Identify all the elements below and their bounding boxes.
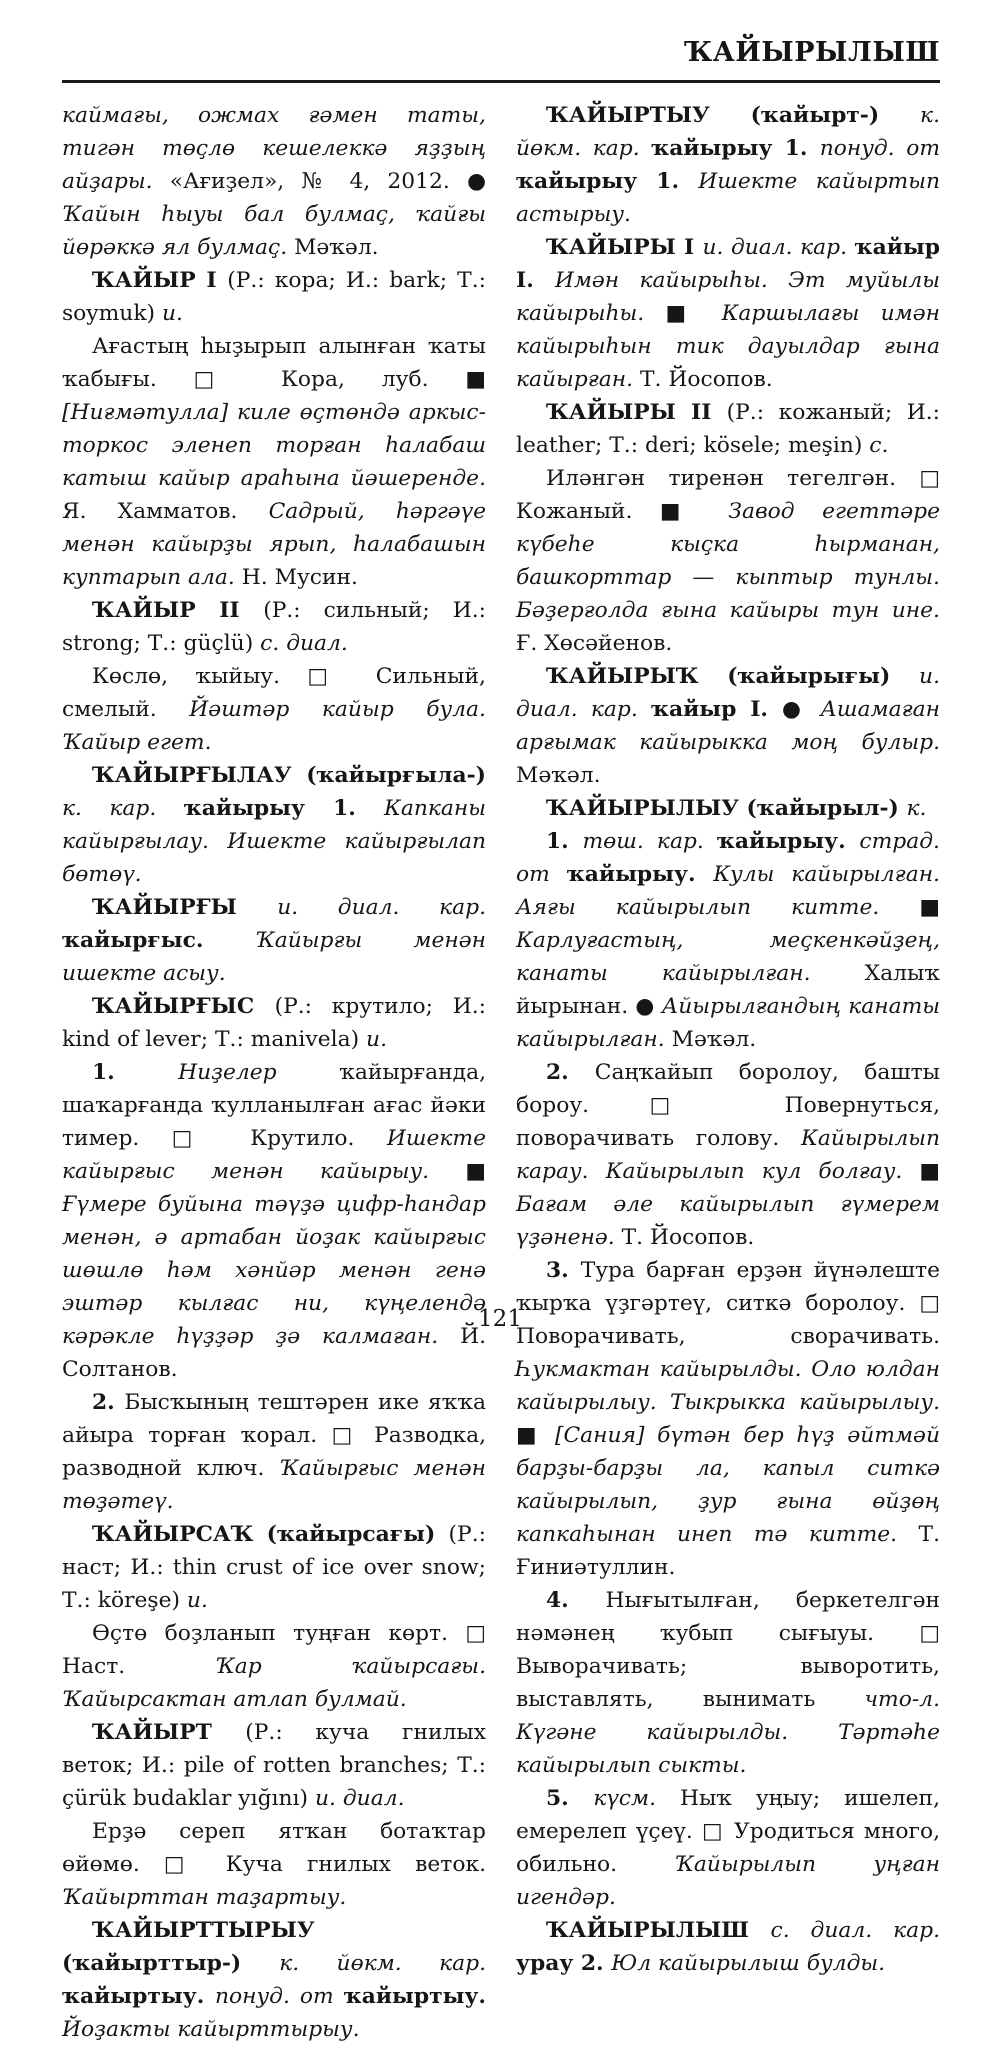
text-run: Имән кайырыһы. Эт муйылы кайырыһы. — [516, 267, 940, 326]
text-run: Мәҡәл. — [671, 1026, 757, 1052]
text-run: Завод егеттәре күбеһе кыҫка һырманан, башкорттар — кыптыр тунлы. Бәҙерғолда ғына кайыры тун ине. — [516, 498, 940, 623]
text-run: күсм. — [593, 1785, 680, 1811]
text-run: и. диал. кар. — [516, 663, 940, 722]
dictionary-paragraph — [62, 891, 486, 990]
dictionary-paragraph — [62, 1056, 486, 1386]
dictionary-paragraph — [62, 1617, 486, 1716]
text-run: Мәҡәл. — [516, 762, 601, 788]
text-run: и. — [186, 1587, 208, 1613]
dictionary-paragraph — [62, 1716, 486, 1815]
text-run: Иләнгән тиренән тегелгән. □ Кожаный. ■ — [516, 465, 940, 524]
text-run: ҠАЙЫРТЫУ (ҡайырт-) — [546, 102, 921, 128]
text-run: Һукмактан кайырылды. Оло юлдан кайырылыу. Тыкрыкка кайырылыу. — [516, 1356, 940, 1415]
page-header — [62, 38, 940, 83]
dictionary-paragraph — [62, 990, 486, 1056]
text-run: Өҫтө боҙланып туңған көрт. □ Наст. — [62, 1620, 486, 1679]
dictionary-paragraph — [62, 759, 486, 891]
text-run: Ҡайын һыуы бал булмаҫ, ҡайғы йөрәккә ял булмаҫ. — [62, 201, 486, 260]
text-run: Бағам әле кайырылып ғүмерем үҙәненә. — [516, 1191, 940, 1250]
text-run: (Р.: куча гнилых веток; И.: pile of rotten branches; Т.: çürük budaklar yığını) — [62, 1719, 486, 1811]
text-run: к. — [906, 795, 927, 821]
dictionary-paragraph — [62, 330, 486, 594]
text-run: Т. Йосопов. — [639, 366, 773, 392]
text-run: Ғүмере буйына тәүҙә цифр-һандар менән, ә артабан йоҙак кайырғыс шөшлө һәм хәнйәр менән генә эштәр кылғас ни, күңелендә кәрәкле һүҙҙәр ҙә калмаған. — [62, 1191, 486, 1349]
dictionary-paragraph — [62, 1815, 486, 1914]
text-run: 1. — [546, 828, 583, 854]
text-run: Ғ. Хөсәйенов. — [516, 630, 673, 656]
text-run: ҠАЙЫРТТЫРЫУ (ҡайырттыр-) — [62, 1917, 315, 1976]
text-run: Садрый, һәргәүе менән кайырҙы ярып, һалабашын куптарып ала. — [62, 498, 486, 590]
text-run: Юл кайырылыш булды. — [611, 1950, 886, 1976]
text-run: Бысҡының тештәрен ике яҡҡа айыра торған ҡорал. □ Разводка, разводной ключ. — [62, 1389, 486, 1481]
text-run: Н. Мусин. — [241, 564, 358, 590]
text-run: и. диал. кар. — [702, 234, 855, 260]
text-run: төш. кар. — [582, 828, 717, 854]
text-run: ● — [781, 696, 821, 722]
text-run: ҠАЙЫРЫ II — [546, 399, 727, 425]
text-run: ҠАЙЫРЫЛЫШ — [546, 1917, 771, 1943]
text-run: (Р.: крутило; И.: kind of lever; Т.: manivela) — [62, 993, 486, 1052]
text-run: ҡайырыу 1. — [651, 135, 820, 161]
text-run: Ҡайырттан таҙартыу. — [62, 1884, 347, 1910]
text-run: Т. Йосопов. — [621, 1224, 755, 1250]
text-run: (Р.: сильный; И.: strong; Т.: güçlü) — [62, 597, 486, 656]
text-run: Ҡар ҡайырсағы. Ҡайырсактан атлап булмай. — [62, 1653, 486, 1712]
dictionary-paragraph — [516, 396, 940, 462]
text-columns — [62, 99, 940, 2046]
dictionary-paragraph — [516, 1584, 940, 1782]
text-run: каймағы, ожмах ғәмен таты, тигән төҫлө кешелеккә яҙҙың айҙары. — [62, 102, 486, 194]
text-run: Ерҙә сереп ятҡан ботаҡтар өйөмө. □ Куча гнилых веток. — [62, 1818, 486, 1877]
text-run: ҠАЙЫРЫЛЫУ (ҡайырыл-) — [546, 795, 907, 821]
text-run: 1. — [92, 1059, 179, 1085]
text-run: с. диал. кар. — [770, 1917, 940, 1943]
text-run: и. диал. кар. — [277, 894, 487, 920]
text-run: ҡайыртыу. — [343, 1983, 486, 2009]
text-run: ҡайырғанда, шаҡарғанда ҡулланылған ағас йәки тимер. □ Крутило. — [62, 1059, 487, 1151]
text-run: ■ — [665, 300, 722, 326]
text-run: ҠАЙЫРҒЫЛАУ (ҡайырғыла-) — [92, 762, 486, 788]
dictionary-paragraph — [516, 1254, 940, 1584]
text-run: Ашамаған арғымак кайырыкка моң булыр. — [516, 696, 940, 755]
text-run: Ҡайырғы менән ишекте асыу. — [62, 927, 486, 986]
dictionary-paragraph — [62, 1518, 486, 1617]
text-run: ҠАЙЫР II — [92, 597, 264, 623]
dictionary-paragraph — [62, 660, 486, 759]
text-run: урау 2. — [516, 1950, 612, 1976]
dictionary-paragraph — [62, 264, 486, 330]
text-run: ҠАЙЫРҒЫ — [92, 894, 278, 920]
dictionary-paragraph — [516, 1056, 940, 1254]
text-run: ҠАЙЫРЫҠ (ҡайырығы) — [546, 663, 920, 689]
text-run: с. диал. — [260, 630, 348, 656]
text-run: и. — [161, 300, 183, 326]
text-run: ҡайыр I. — [516, 234, 941, 293]
text-run: и. — [366, 1026, 387, 1052]
text-run: Нығытылған, беркетелгән нәмәнең ҡубып сығыуы. □ Выворачивать; выворотить, выставлять, вынимать — [516, 1587, 940, 1712]
header-rule — [62, 80, 940, 83]
text-run: 5. — [546, 1785, 594, 1811]
text-run: ■ — [919, 894, 940, 920]
dictionary-paragraph — [516, 825, 940, 1056]
text-run: 4. — [546, 1587, 606, 1613]
dictionary-paragraph — [516, 660, 940, 792]
text-run: «Ағиҙел», № 4, 2012. ● — [169, 168, 487, 194]
text-run: с. — [869, 432, 889, 458]
text-run: Кайырылып карау. Кайырылып кул болғау. — [516, 1125, 940, 1184]
dictionary-paragraph — [516, 1914, 940, 1980]
text-run: понуд. от — [819, 135, 940, 161]
text-run: ҡайырыу 1. — [516, 168, 699, 194]
text-run: ҠАЙЫР I — [92, 267, 228, 293]
text-run: Ныҡ уңыу; ишелеп, емерелеп үҫеү. □ Уродиться много, обильно. — [516, 1785, 940, 1877]
running-head: ҠАЙЫРЫЛЫШ — [684, 37, 940, 68]
dictionary-paragraph — [516, 99, 940, 231]
text-run: к. йөкм. кар. — [279, 1950, 486, 1976]
text-run: и. диал. — [314, 1785, 405, 1811]
text-run: Ағастың һыҙырып алынған ҡаты ҡабығы. □ Кора, луб. ■ — [62, 333, 486, 392]
text-run: ҡайырыу 1. — [183, 795, 384, 821]
text-run: Тура барған ерҙән йүнәлеште ҡырҡа үҙгәртеү, ситкә боролоу. □ Поворачивать, сворачивать. — [516, 1257, 940, 1349]
text-run: Кулы кайырылған. Аяғы кайырылып китте. — [516, 861, 940, 920]
right-column — [516, 99, 940, 2046]
text-run: Ҡайырғыс менән төҙәтеү. — [62, 1455, 486, 1514]
text-run: (Р.: кора; И.: bark; Т.: soymuk) — [62, 267, 486, 326]
dictionary-paragraph — [516, 231, 940, 396]
text-run: Айырылғандың канаты кайырылған. — [516, 993, 940, 1052]
text-run: ҠАЙЫРЫ I — [546, 234, 703, 260]
text-run: Саңҡайып боролоу, башты бороу. □ Повернуться, поворачивать голову. — [516, 1059, 940, 1151]
dictionary-paragraph — [62, 594, 486, 660]
text-run: Мәҡәл. — [294, 234, 379, 260]
text-run: Ниҙелер — [178, 1059, 340, 1085]
text-run: Халыҡ йырынан. ● — [516, 960, 940, 1019]
dictionary-paragraph — [516, 462, 940, 660]
text-run: (Р.: наст; И.: thin crust of ice over snow; Т.: köreşe) — [62, 1521, 486, 1613]
text-run: Карлуғастың, меҫкенкәйҙең, канаты кайырылған. — [516, 927, 940, 986]
dictionary-paragraph — [62, 1914, 486, 2046]
text-run: ҡайыртыу. — [62, 1983, 215, 2009]
text-run: Т. Ғиниәтуллин. — [516, 1521, 940, 1580]
text-run: ҠАЙЫРҒЫС — [92, 993, 275, 1019]
dictionary-paragraph — [62, 99, 486, 264]
text-run: что-л. Күгәне кайырылды. Тәртәһе кайырылып сыкты. — [516, 1686, 940, 1778]
text-run: Капканы кайырғылау. Ишекте кайырғылап бөтөү. — [62, 795, 486, 887]
text-run: Й. Солтанов. — [62, 1323, 486, 1382]
dictionary-paragraph — [62, 1386, 486, 1518]
text-run: понуд. от — [214, 1983, 344, 2009]
text-run: ■ — [919, 1158, 940, 1184]
text-run: 3. — [546, 1257, 581, 1283]
text-run: Йоҙакты кайырттырыу. — [62, 2016, 360, 2042]
text-run: Көслө, ҡыйыу. □ Сильный, смелый. — [62, 663, 486, 722]
text-run: Ҡайырылып уңған игендәр. — [516, 1851, 941, 1910]
text-run: Ишекте кайырғыс менән кайырыу. — [62, 1125, 486, 1184]
text-run: к. йөкм. кар. — [516, 102, 940, 161]
text-run: ҡайырыу. — [566, 861, 714, 887]
text-run: ҠАЙЫРТ — [92, 1719, 246, 1745]
text-run: Ишекте кайыртып астырыу. — [516, 168, 940, 227]
page-number: 121 — [478, 1306, 522, 1332]
text-run: Я. Хамматов. — [62, 498, 269, 524]
text-run: Йәштәр кайыр була. Ҡайыр егет. — [62, 696, 486, 755]
text-run: ҡайырғыс. — [62, 927, 256, 953]
text-run: 2. — [546, 1059, 595, 1085]
text-run: страд. от — [516, 828, 940, 887]
dictionary-paragraph — [516, 1782, 940, 1914]
text-run: ҡайырыу. — [716, 828, 860, 854]
left-column — [62, 99, 486, 2046]
text-run: [Сания] бүтән бер һүҙ әйтмәй барҙы-барҙы ла, капыл ситкә кайырылып, ҙур ғына өйҙөң капкаһынан инеп тә китте. — [516, 1422, 940, 1547]
text-run: ҡайыр I. — [650, 696, 782, 722]
text-run: Каршылағы имән кайырыһын тик дауылдар ғына кайырған. — [516, 300, 941, 392]
dictionary-paragraph — [516, 792, 940, 825]
text-run: к. кар. — [62, 795, 184, 821]
text-run: (Р.: кожаный; И.: leather; Т.: deri; kösele; meşin) — [516, 399, 940, 458]
text-run: ■ — [465, 1158, 486, 1184]
text-run: ҠАЙЫРСАҠ (ҡайырсағы) — [92, 1521, 449, 1547]
text-run: 2. — [92, 1389, 125, 1415]
text-run: [Ниғмәтулла] киле өҫтөндә аркыс-торкос эленеп торған һалабаш катыш кайыр араһына йәшеренде. — [62, 399, 486, 491]
text-run: ■ — [516, 1422, 555, 1448]
